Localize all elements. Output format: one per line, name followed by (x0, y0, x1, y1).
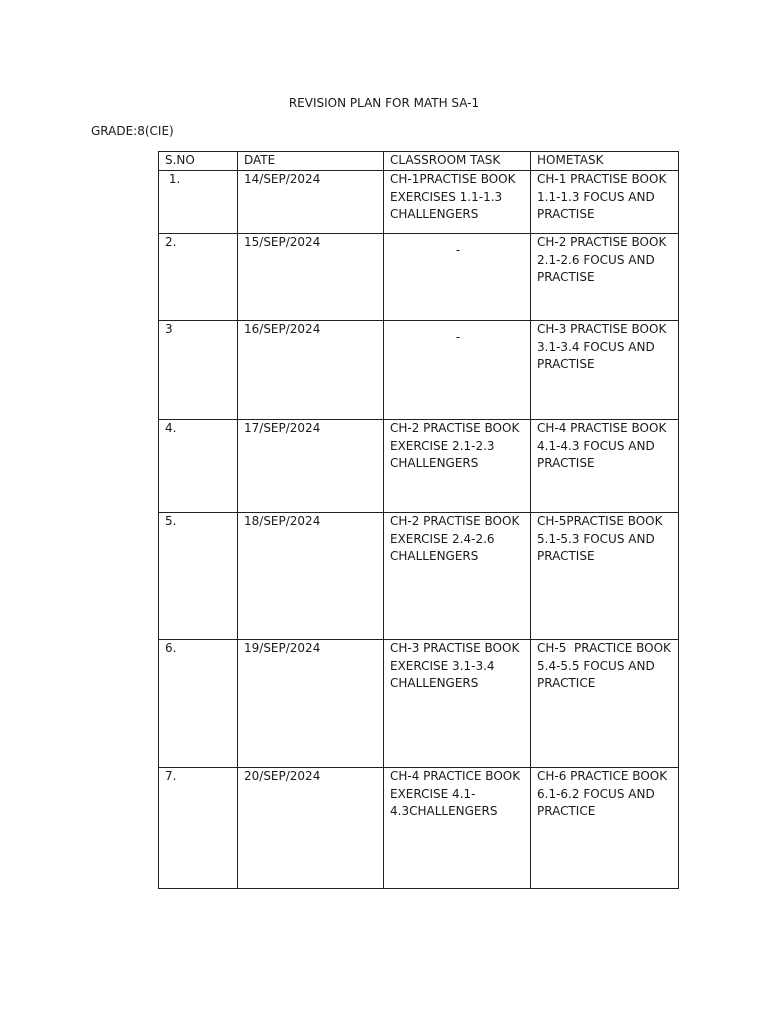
cell-date: 17/SEP/2024 (238, 420, 384, 513)
cell-hometask: CH-4 PRACTISE BOOK 4.1-4.3 FOCUS AND PRACTISE (531, 420, 679, 513)
cell-hometask: CH-2 PRACTISE BOOK 2.1-2.6 FOCUS AND PRACTISE (531, 234, 679, 321)
cell-date: 20/SEP/2024 (238, 768, 384, 889)
cell-classroom-task: CH-1PRACTISE BOOK EXERCISES 1.1-1.3 CHALLENGERS (384, 171, 531, 234)
empty-dash: - (455, 330, 461, 344)
grade-label: GRADE:8(CIE) (91, 124, 174, 138)
cell-hometask: CH-3 PRACTISE BOOK 3.1-3.4 FOCUS AND PRACTISE (531, 321, 679, 420)
cell-sno: 1. (159, 171, 238, 234)
document-title: REVISION PLAN FOR MATH SA-1 (288, 96, 480, 110)
cell-date: 19/SEP/2024 (238, 640, 384, 768)
cell-hometask: CH-5PRACTISE BOOK 5.1-5.3 FOCUS AND PRACTISE (531, 513, 679, 640)
table-row (159, 234, 679, 321)
cell-classroom-task: CH-2 PRACTISE BOOK EXERCISE 2.4-2.6 CHALLENGERS (384, 513, 531, 640)
header-sno: S.NO (159, 152, 238, 171)
cell-sno: 3 (159, 321, 238, 420)
revision-plan-table (158, 151, 679, 889)
cell-classroom-task: CH-2 PRACTISE BOOK EXERCISE 2.1-2.3 CHALLENGERS (384, 420, 531, 513)
cell-date: 15/SEP/2024 (238, 234, 384, 321)
header-hometask: HOMETASK (531, 152, 679, 171)
table-row (159, 640, 679, 768)
header-date: DATE (238, 152, 384, 171)
table-row (159, 171, 679, 234)
table-row (159, 420, 679, 513)
cell-hometask: CH-5 PRACTICE BOOK 5.4-5.5 FOCUS AND PRACTICE (531, 640, 679, 768)
header-classroom-task: CLASSROOM TASK (384, 152, 531, 171)
cell-classroom-task (384, 321, 531, 420)
cell-classroom-task: CH-3 PRACTISE BOOK EXERCISE 3.1-3.4 CHALLENGERS (384, 640, 531, 768)
cell-sno: 4. (159, 420, 238, 513)
cell-sno: 2. (159, 234, 238, 321)
cell-sno: 5. (159, 513, 238, 640)
cell-hometask: CH-6 PRACTICE BOOK 6.1-6.2 FOCUS AND PRACTICE (531, 768, 679, 889)
table-row (159, 768, 679, 889)
cell-sno: 7. (159, 768, 238, 889)
cell-sno: 6. (159, 640, 238, 768)
cell-hometask: CH-1 PRACTISE BOOK 1.1-1.3 FOCUS AND PRACTISE (531, 171, 679, 234)
cell-date: 14/SEP/2024 (238, 171, 384, 234)
cell-classroom-task (384, 234, 531, 321)
empty-dash: - (455, 243, 461, 257)
table-row (159, 321, 679, 420)
cell-date: 18/SEP/2024 (238, 513, 384, 640)
table-header-row (159, 152, 679, 171)
cell-date: 16/SEP/2024 (238, 321, 384, 420)
table-row (159, 513, 679, 640)
cell-classroom-task: CH-4 PRACTICE BOOK EXERCISE 4.1-4.3CHALLENGERS (384, 768, 531, 889)
